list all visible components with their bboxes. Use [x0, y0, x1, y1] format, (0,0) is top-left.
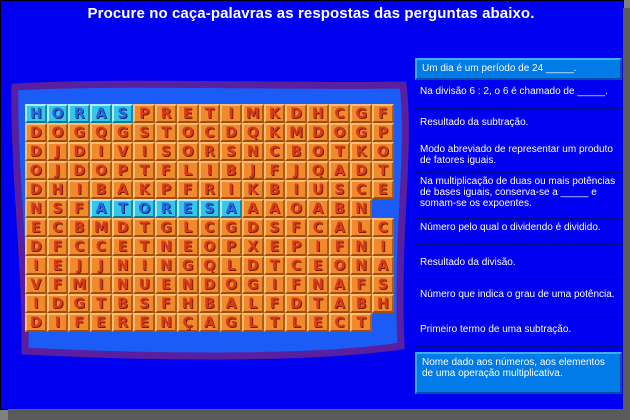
letter-tile[interactable]: S	[133, 123, 155, 142]
letter-tile[interactable]: J	[285, 161, 307, 180]
letter-tile[interactable]: S	[329, 180, 351, 199]
letter-tile[interactable]: E	[177, 104, 199, 123]
letter-tile[interactable]: N	[350, 256, 372, 275]
letter-tile[interactable]: F	[264, 294, 286, 313]
letter-tile[interactable]: O	[90, 161, 112, 180]
letter-tile[interactable]: D	[307, 123, 329, 142]
letter-tile[interactable]: T	[372, 161, 394, 180]
letter-tile[interactable]: L	[220, 256, 242, 275]
letter-tile[interactable]: T	[155, 123, 177, 142]
letter-tile[interactable]: O	[199, 237, 221, 256]
clue-item[interactable]: Na divisão 6 : 2, o 6 é chamado de _____.	[420, 86, 608, 97]
clue-item[interactable]: Primeiro termo de uma subtração.	[420, 324, 572, 335]
letter-tile[interactable]: G	[350, 104, 372, 123]
letter-tile[interactable]: S	[199, 199, 221, 218]
letter-tile[interactable]: T	[133, 161, 155, 180]
letter-tile[interactable]: B	[264, 180, 286, 199]
letter-tile[interactable]: E	[177, 237, 199, 256]
letter-tile[interactable]: G	[177, 256, 199, 275]
letter-tile[interactable]: P	[220, 237, 242, 256]
letter-tile[interactable]: E	[47, 256, 69, 275]
letter-tile[interactable]: A	[329, 275, 351, 294]
letter-tile[interactable]: B	[112, 294, 134, 313]
letter-tile[interactable]: P	[112, 161, 134, 180]
letter-tile[interactable]: M	[242, 104, 264, 123]
clue-item[interactable]: Resultado da subtração.	[420, 117, 529, 128]
letter-tile[interactable]: F	[68, 199, 90, 218]
letter-tile[interactable]: C	[264, 142, 286, 161]
letter-tile[interactable]: N	[25, 199, 47, 218]
letter-tile[interactable]: F	[329, 237, 351, 256]
letter-tile[interactable]: S	[112, 104, 134, 123]
letter-tile[interactable]: C	[68, 237, 90, 256]
letter-tile[interactable]: A	[307, 199, 329, 218]
letter-tile[interactable]: H	[177, 294, 199, 313]
letter-tile[interactable]: L	[177, 161, 199, 180]
letter-tile[interactable]: G	[220, 313, 242, 332]
letter-tile[interactable]: F	[372, 104, 394, 123]
clue-divider	[415, 108, 622, 109]
letter-tile[interactable]: C	[307, 218, 329, 237]
letter-tile[interactable]: R	[155, 104, 177, 123]
letter-tile[interactable]: I	[220, 104, 242, 123]
letter-tile[interactable]: B	[68, 218, 90, 237]
letter-tile[interactable]: D	[25, 142, 47, 161]
letter-tile[interactable]: H	[307, 104, 329, 123]
letter-tile[interactable]: E	[264, 237, 286, 256]
letter-tile[interactable]: A	[90, 104, 112, 123]
letter-tile[interactable]: E	[155, 275, 177, 294]
letter-tile[interactable]: E	[133, 313, 155, 332]
clue-item[interactable]: Nome dado aos números, aos elementos de uma operação multiplicativa.	[415, 352, 622, 394]
letter-tile[interactable]: T	[90, 294, 112, 313]
clue-divider	[415, 172, 622, 173]
letter-tile[interactable]: I	[47, 313, 69, 332]
letter-tile[interactable]: D	[25, 180, 47, 199]
clue-divider	[415, 346, 622, 347]
letter-tile[interactable]: E	[307, 313, 329, 332]
letter-tile[interactable]: I	[68, 180, 90, 199]
letter-tile[interactable]: S	[155, 142, 177, 161]
clue-item[interactable]: Um dia é um período de 24 _____.	[415, 58, 622, 80]
letter-tile[interactable]: T	[350, 313, 372, 332]
letter-tile[interactable]: J	[242, 161, 264, 180]
letter-tile[interactable]: F	[47, 275, 69, 294]
letter-tile[interactable]: O	[177, 123, 199, 142]
letter-tile[interactable]: P	[285, 237, 307, 256]
clue-divider	[415, 139, 622, 140]
letter-tile[interactable]: O	[25, 161, 47, 180]
letter-tile[interactable]: M	[285, 123, 307, 142]
letter-tile[interactable]: A	[90, 199, 112, 218]
letter-tile[interactable]: M	[68, 275, 90, 294]
letter-tile[interactable]: E	[307, 256, 329, 275]
letter-tile[interactable]: N	[155, 256, 177, 275]
letter-tile[interactable]: A	[242, 199, 264, 218]
letter-tile[interactable]: C	[90, 237, 112, 256]
letter-tile[interactable]: X	[242, 237, 264, 256]
letter-tile[interactable]: O	[307, 142, 329, 161]
letter-tile[interactable]: B	[90, 180, 112, 199]
letter-tile[interactable]: T	[133, 237, 155, 256]
letter-tile[interactable]: U	[307, 180, 329, 199]
letter-tile[interactable]: I	[90, 142, 112, 161]
letter-tile[interactable]: B	[199, 294, 221, 313]
letter-tile[interactable]: N	[350, 237, 372, 256]
letter-tile[interactable]: T	[199, 104, 221, 123]
letter-tile[interactable]: I	[133, 142, 155, 161]
letter-tile[interactable]: D	[47, 294, 69, 313]
letter-tile[interactable]: E	[90, 313, 112, 332]
letter-tile[interactable]: Q	[242, 123, 264, 142]
letter-tile[interactable]: F	[155, 294, 177, 313]
letter-tile[interactable]: A	[220, 294, 242, 313]
letter-tile[interactable]: Ç	[177, 313, 199, 332]
letter-tile[interactable]: I	[285, 180, 307, 199]
letter-tile[interactable]: T	[264, 256, 286, 275]
letter-tile[interactable]: T	[133, 218, 155, 237]
letter-tile[interactable]: R	[199, 180, 221, 199]
letter-tile[interactable]: R	[199, 142, 221, 161]
letter-tile[interactable]: D	[242, 218, 264, 237]
letter-tile[interactable]: S	[47, 199, 69, 218]
window-shadow-bottom	[8, 409, 630, 420]
letter-tile[interactable]: N	[112, 275, 134, 294]
letter-tile[interactable]: I	[90, 275, 112, 294]
letter-tile[interactable]: I	[199, 161, 221, 180]
letter-tile[interactable]: L	[285, 313, 307, 332]
letter-tile[interactable]: D	[68, 142, 90, 161]
letter-tile[interactable]: G	[68, 294, 90, 313]
letter-tile[interactable]: N	[307, 275, 329, 294]
window-shadow-right	[623, 8, 630, 420]
clue-divider	[415, 317, 622, 318]
letter-tile[interactable]: D	[25, 313, 47, 332]
letter-tile[interactable]: S	[133, 294, 155, 313]
word-search-grid	[25, 104, 395, 332]
letter-tile[interactable]: K	[264, 123, 286, 142]
letter-tile[interactable]: J	[47, 161, 69, 180]
letter-tile[interactable]: D	[220, 123, 242, 142]
letter-tile[interactable]: D	[285, 104, 307, 123]
letter-tile[interactable]: I	[264, 275, 286, 294]
letter-tile[interactable]: K	[242, 180, 264, 199]
letter-tile[interactable]: V	[112, 142, 134, 161]
clue-item[interactable]: Na multiplicação de duas ou mais potências de bases iguais, conserva-se a _____ e somam-se os expoentes.	[420, 176, 616, 209]
letter-tile[interactable]: V	[25, 275, 47, 294]
letter-tile[interactable]: O	[372, 142, 394, 161]
letter-tile[interactable]: A	[329, 161, 351, 180]
letter-tile[interactable]: C	[329, 313, 351, 332]
letter-tile[interactable]: L	[177, 218, 199, 237]
letter-tile[interactable]: L	[242, 313, 264, 332]
letter-tile[interactable]: G	[112, 123, 134, 142]
letter-tile[interactable]: F	[68, 313, 90, 332]
letter-tile[interactable]: J	[90, 256, 112, 275]
clue-item[interactable]: Modo abreviado de representar um produto de fatores iguais.	[420, 144, 613, 166]
letter-tile[interactable]: R	[112, 313, 134, 332]
letter-tile[interactable]: D	[285, 294, 307, 313]
letter-tile[interactable]: N	[177, 275, 199, 294]
letter-tile[interactable]: N	[242, 142, 264, 161]
letter-tile[interactable]: C	[329, 104, 351, 123]
letter-tile[interactable]: O	[329, 256, 351, 275]
letter-tile[interactable]: T	[112, 199, 134, 218]
letter-tile[interactable]: A	[220, 199, 242, 218]
letter-tile[interactable]: O	[47, 104, 69, 123]
letter-tile[interactable]: D	[25, 123, 47, 142]
letter-tile[interactable]: A	[329, 218, 351, 237]
letter-tile[interactable]: F	[177, 180, 199, 199]
letter-tile[interactable]: Q	[307, 161, 329, 180]
letter-tile[interactable]: G	[68, 123, 90, 142]
letter-tile[interactable]: I	[133, 256, 155, 275]
letter-tile[interactable]: A	[264, 199, 286, 218]
letter-tile[interactable]: O	[220, 275, 242, 294]
letter-tile[interactable]: G	[220, 218, 242, 237]
letter-tile[interactable]: T	[307, 294, 329, 313]
letter-tile[interactable]: F	[264, 161, 286, 180]
letter-tile[interactable]: P	[155, 180, 177, 199]
letter-tile[interactable]: L	[242, 294, 264, 313]
letter-tile[interactable]: U	[133, 275, 155, 294]
letter-tile[interactable]: C	[372, 218, 394, 237]
letter-tile[interactable]: A	[372, 256, 394, 275]
letter-tile[interactable]: A	[112, 180, 134, 199]
clue-item[interactable]: Número que indica o grau de uma potência.	[420, 289, 615, 300]
letter-tile[interactable]: F	[285, 275, 307, 294]
letter-tile[interactable]: K	[350, 142, 372, 161]
letter-tile[interactable]: L	[350, 218, 372, 237]
letter-tile[interactable]: O	[329, 123, 351, 142]
letter-tile[interactable]: B	[350, 294, 372, 313]
clue-item[interactable]: Resultado da divisão.	[420, 257, 516, 268]
letter-tile[interactable]: C	[199, 218, 221, 237]
letter-tile[interactable]: I	[372, 237, 394, 256]
letter-tile[interactable]: C	[199, 123, 221, 142]
letter-tile[interactable]: O	[285, 199, 307, 218]
letter-tile[interactable]: F	[155, 161, 177, 180]
letter-tile[interactable]: C	[285, 256, 307, 275]
letter-tile[interactable]: N	[112, 256, 134, 275]
letter-tile[interactable]: K	[264, 104, 286, 123]
letter-tile[interactable]: F	[47, 237, 69, 256]
letter-tile[interactable]: D	[112, 218, 134, 237]
letter-tile[interactable]: C	[47, 218, 69, 237]
letter-tile[interactable]: H	[25, 104, 47, 123]
letter-tile[interactable]: E	[112, 237, 134, 256]
letter-tile[interactable]: G	[350, 123, 372, 142]
letter-tile[interactable]: O	[177, 142, 199, 161]
letter-tile[interactable]: O	[133, 199, 155, 218]
letter-tile[interactable]: S	[264, 218, 286, 237]
clue-divider	[415, 218, 622, 219]
clue-divider	[415, 279, 622, 280]
clue-item[interactable]: Número pelo qual o dividendo é dividido.	[420, 222, 601, 233]
letter-tile[interactable]: H	[47, 180, 69, 199]
letter-tile[interactable]: K	[133, 180, 155, 199]
letter-tile[interactable]: P	[372, 123, 394, 142]
letter-tile[interactable]: D	[199, 275, 221, 294]
letter-tile[interactable]: J	[47, 142, 69, 161]
letter-tile[interactable]: R	[155, 199, 177, 218]
letter-tile[interactable]: N	[350, 199, 372, 218]
letter-tile[interactable]: S	[220, 142, 242, 161]
letter-tile[interactable]: A	[329, 294, 351, 313]
letter-tile[interactable]: E	[25, 218, 47, 237]
letter-tile[interactable]: G	[155, 218, 177, 237]
letter-tile[interactable]: C	[350, 180, 372, 199]
letter-tile[interactable]: T	[329, 142, 351, 161]
letter-tile[interactable]: E	[177, 199, 199, 218]
letter-tile[interactable]: B	[220, 161, 242, 180]
letter-tile[interactable]: D	[350, 161, 372, 180]
letter-tile[interactable]: Q	[90, 123, 112, 142]
letter-tile[interactable]: N	[155, 237, 177, 256]
letter-tile[interactable]: P	[133, 104, 155, 123]
letter-tile[interactable]: T	[264, 313, 286, 332]
letter-tile[interactable]: F	[285, 218, 307, 237]
letter-tile[interactable]: J	[68, 256, 90, 275]
letter-tile[interactable]: R	[68, 104, 90, 123]
letter-tile[interactable]: B	[285, 142, 307, 161]
letter-tile[interactable]: D	[25, 237, 47, 256]
letter-tile[interactable]: H	[372, 294, 394, 313]
letter-tile[interactable]: F	[350, 275, 372, 294]
letter-tile[interactable]: M	[90, 218, 112, 237]
letter-tile[interactable]: I	[25, 294, 47, 313]
page-title: Procure no caça-palavras as respostas das perguntas abaixo.	[87, 5, 535, 22]
letter-tile[interactable]: I	[25, 256, 47, 275]
letter-tile[interactable]: S	[372, 275, 394, 294]
clue-divider	[415, 244, 622, 245]
letter-tile[interactable]: D	[68, 161, 90, 180]
letter-tile[interactable]: B	[329, 199, 351, 218]
letter-tile[interactable]: O	[47, 123, 69, 142]
letter-tile[interactable]: I	[220, 180, 242, 199]
letter-tile[interactable]: N	[155, 313, 177, 332]
letter-tile[interactable]: I	[307, 237, 329, 256]
letter-tile[interactable]: D	[242, 256, 264, 275]
letter-tile[interactable]: A	[199, 313, 221, 332]
letter-tile[interactable]: G	[242, 275, 264, 294]
letter-tile[interactable]: Q	[199, 256, 221, 275]
letter-tile[interactable]: E	[372, 180, 394, 199]
